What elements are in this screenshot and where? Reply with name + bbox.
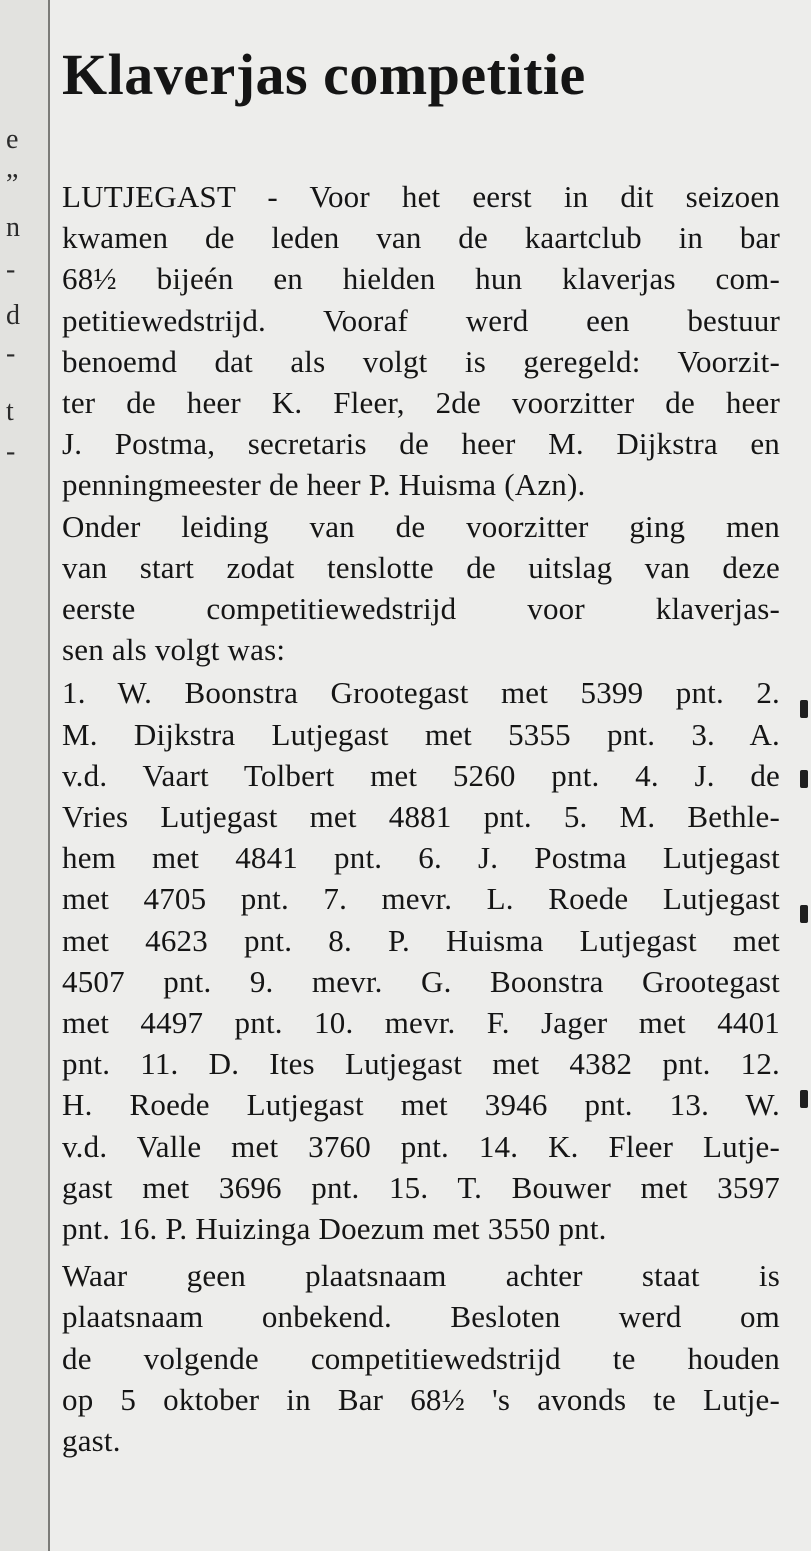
article-line: gast. <box>62 1423 121 1459</box>
article-line: van start zodat tenslotte de uitslag van deze <box>62 549 780 585</box>
ranking-line: 4507 pnt. 9. mevr. G. Boonstra Grootegast <box>62 963 780 999</box>
ranking-line: pnt. 11. D. Ites Lutjegast met 4382 pnt. 12. <box>62 1046 780 1082</box>
article-line: plaatsnaam onbekend. Besloten werd om <box>62 1299 780 1335</box>
ranking-line: H. Roede Lutjegast met 3946 pnt. 13. W. <box>62 1087 780 1123</box>
article-line: ter de heer K. Fleer, 2de voorzitter de heer <box>62 385 780 421</box>
ranking-line: hem met 4841 pnt. 6. J. Postma Lutjegast <box>62 840 780 876</box>
ranking-line: pnt. 16. P. Huizinga Doezum met 3550 pnt. <box>62 1211 607 1247</box>
article-line: benoemd dat als volgt is geregeld: Voorzit- <box>62 343 780 379</box>
ranking-line: met 4497 pnt. 10. mevr. F. Jager met 4401 <box>62 1005 780 1041</box>
article-line: 68½ bijeén en hielden hun klaverjas com- <box>62 261 780 297</box>
ranking-line: v.d. Valle met 3760 pnt. 14. K. Fleer Lutje- <box>62 1128 780 1164</box>
ranking-line: 1. W. Boonstra Grootegast met 5399 pnt. 2. <box>62 675 780 711</box>
article <box>62 40 780 1461</box>
ranking-line: Vries Lutjegast met 4881 pnt. 5. M. Bethle- <box>62 799 780 835</box>
article-line: eerste competitiewedstrijd voor klaverjas- <box>62 591 780 627</box>
article-line: Onder leiding van de voorzitter ging men <box>62 508 780 544</box>
right-edge-fragment <box>800 700 808 718</box>
article-line: petitiewedstrijd. Vooraf werd een bestuur <box>62 302 780 338</box>
article-line: de volgende competitiewedstrijd te houden <box>62 1340 780 1376</box>
article-line: penningmeester de heer P. Huisma (Azn). <box>62 467 586 503</box>
margin-fragment: e <box>6 124 19 155</box>
adjacent-column-fragment <box>0 0 50 1551</box>
margin-fragment: n <box>6 212 20 243</box>
article-line: op 5 oktober in Bar 68½ 's avonds te Lutje- <box>62 1381 780 1417</box>
article-line: Waar geen plaatsnaam achter staat is <box>62 1258 780 1294</box>
ranking-line: v.d. Vaart Tolbert met 5260 pnt. 4. J. de <box>62 757 780 793</box>
ranking-line: M. Dijkstra Lutjegast met 5355 pnt. 3. A. <box>62 716 780 752</box>
margin-fragment: - <box>6 338 16 369</box>
ranking-line: met 4705 pnt. 7. mevr. L. Roede Lutjegast <box>62 881 780 917</box>
article-title: Klaverjas competitie <box>62 42 586 107</box>
right-edge-fragment <box>800 1090 808 1108</box>
ranking-line: gast met 3696 pnt. 15. T. Bouwer met 3597 <box>62 1169 780 1205</box>
article-line: J. Postma, secretaris de heer M. Dijkstra en <box>62 426 780 462</box>
margin-fragment: t <box>6 396 14 427</box>
right-edge-fragment <box>800 905 808 923</box>
margin-fragment: „ <box>6 153 19 184</box>
article-line: LUTJEGAST - Voor het eerst in dit seizoen <box>62 179 780 214</box>
article-line: sen als volgt was: <box>62 632 286 668</box>
right-edge-fragment <box>800 770 808 788</box>
margin-fragment: - <box>6 254 16 285</box>
article-line: kwamen de leden van de kaartclub in bar <box>62 220 780 256</box>
margin-fragment: - <box>6 436 16 467</box>
margin-fragment: d <box>6 300 20 331</box>
ranking-line: met 4623 pnt. 8. P. Huisma Lutjegast met <box>62 922 780 958</box>
